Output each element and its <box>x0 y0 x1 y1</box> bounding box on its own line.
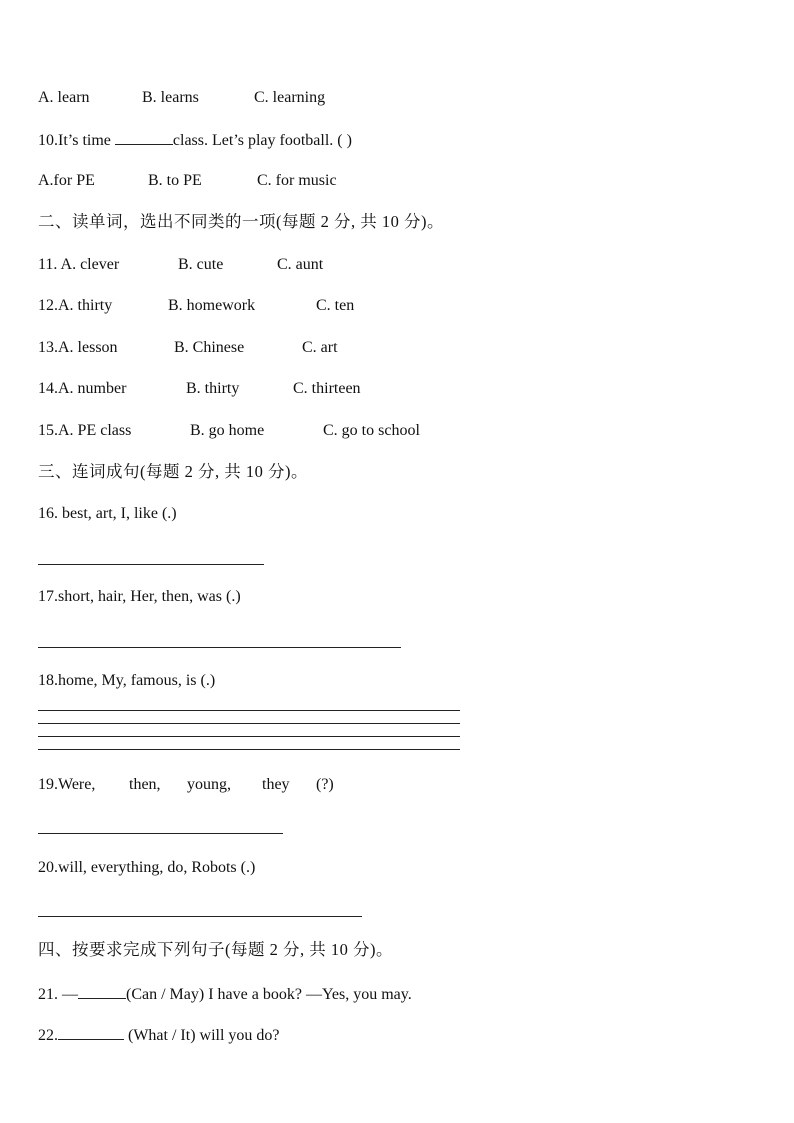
q11-option-c[interactable]: C. aunt <box>277 256 324 273</box>
q13-option-a[interactable]: 13.A. lesson <box>38 339 118 356</box>
q18-answer-line-1[interactable] <box>38 710 460 711</box>
q18-prompt: 18.home, My, famous, is (.) <box>38 672 216 689</box>
q10-text-start: 10.It’s time <box>38 132 115 149</box>
q19-word-1: 19.Were, <box>38 776 96 793</box>
q10-option-a[interactable]: A.for PE <box>38 172 95 189</box>
q22-text-end: (What / It) will you do? <box>124 1027 280 1044</box>
q20-answer-line[interactable] <box>38 916 362 917</box>
q18-answer-line-3[interactable] <box>38 736 460 737</box>
section-2-title: 二、读单词，选出不同类的一项(每题 2 分, 共 10 分)。 <box>38 212 444 231</box>
q10-blank[interactable] <box>115 130 173 145</box>
q17-prompt: 17.short, hair, Her, then, was (.) <box>38 588 241 605</box>
q9-option-b[interactable]: B. learns <box>142 89 199 106</box>
q12-option-b[interactable]: B. homework <box>168 297 256 314</box>
q14-option-a[interactable]: 14.A. number <box>38 380 127 397</box>
section-3-title: 三、连词成句(每题 2 分, 共 10 分)。 <box>38 462 308 481</box>
q20-prompt: 20.will, everything, do, Robots (.) <box>38 859 256 876</box>
q11-option-b[interactable]: B. cute <box>178 256 224 273</box>
q12-option-a[interactable]: 12.A. thirty <box>38 297 113 314</box>
q19-word-4: they <box>262 776 290 793</box>
q16-answer-line[interactable] <box>38 564 264 565</box>
q10-question <box>38 130 352 151</box>
q15-option-a[interactable]: 15.A. PE class <box>38 422 132 439</box>
q21-text-end: (Can / May) I have a book? —Yes, you may. <box>126 986 412 1003</box>
q18-answer-line-4[interactable] <box>38 749 460 750</box>
q21-blank[interactable] <box>78 984 126 999</box>
q22-question <box>38 1025 280 1046</box>
q10-option-b[interactable]: B. to PE <box>148 172 202 189</box>
q22-blank[interactable] <box>58 1025 124 1040</box>
q13-option-b[interactable]: B. Chinese <box>174 339 245 356</box>
q18-answer-line-2[interactable] <box>38 723 460 724</box>
q22-text-start: 22. <box>38 1027 58 1044</box>
q16-prompt: 16. best, art, I, like (.) <box>38 505 177 522</box>
q10-text-end: class. Let’s play football. ( ) <box>172 132 352 149</box>
q17-answer-line[interactable] <box>38 647 401 648</box>
q11-option-a[interactable]: 11. A. clever <box>38 256 120 273</box>
q19-word-3: young, <box>187 776 231 793</box>
q14-option-b[interactable]: B. thirty <box>186 380 240 397</box>
q12-option-c[interactable]: C. ten <box>316 297 355 314</box>
q19-word-2: then, <box>129 776 161 793</box>
q19-word-5: (?) <box>316 776 334 793</box>
q15-option-c[interactable]: C. go to school <box>323 422 420 439</box>
q21-question <box>38 984 412 1005</box>
q9-option-c[interactable]: C. learning <box>254 89 326 106</box>
q21-text-start: 21. — <box>38 986 78 1003</box>
q13-option-c[interactable]: C. art <box>302 339 338 356</box>
section-4-title: 四、按要求完成下列句子(每题 2 分, 共 10 分)。 <box>38 940 393 959</box>
q15-option-b[interactable]: B. go home <box>190 422 265 439</box>
q9-option-a[interactable]: A. learn <box>38 89 90 106</box>
q14-option-c[interactable]: C. thirteen <box>293 380 361 397</box>
q10-option-c[interactable]: C. for music <box>257 172 337 189</box>
q19-answer-line[interactable] <box>38 833 283 834</box>
